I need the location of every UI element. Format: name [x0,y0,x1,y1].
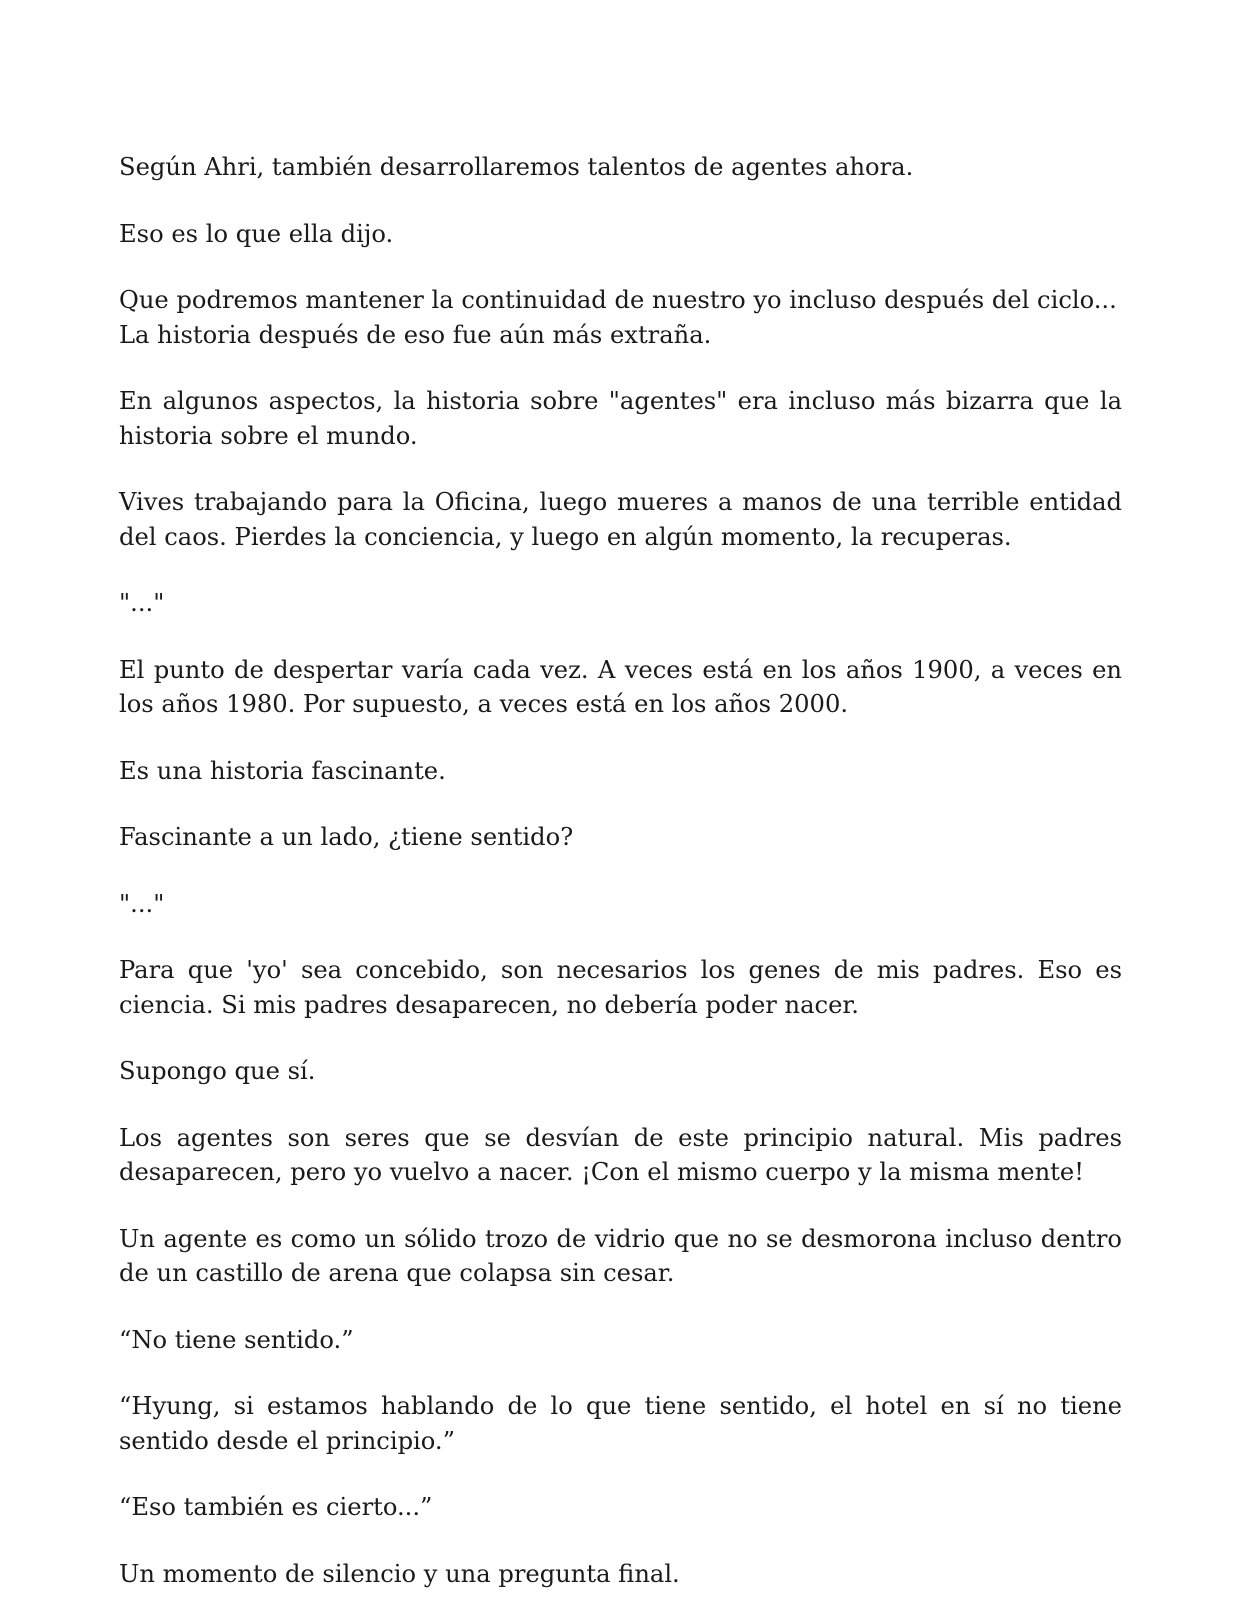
paragraph: Los agentes son seres que se desvían de este principio natural. Mis padres desaparecen, pero yo vuelvo a nacer. ¡Con el mismo cuerpo y la misma mente! [119,1123,1122,1186]
paragraph: Según Ahri, también desarrollaremos talentos de agentes ahora. [119,153,914,181]
paragraph: “Hyung, si estamos hablando de lo que tiene sentido, el hotel en sí no tiene sentido desde el principio.” [119,1392,1122,1455]
paragraph: Que podremos mantener la continuidad de nuestro yo incluso después del ciclo... La historia después de eso fue aún más extraña. [119,286,1117,349]
paragraph: En algunos aspectos, la historia sobre "agentes" era incluso más bizarra que la historia sobre el mundo. [119,387,1122,450]
paragraph: Supongo que sí. [119,1057,316,1085]
paragraph: Eso es lo que ella dijo. [119,219,394,248]
paragraph: Vives trabajando para la Oficina, luego mueres a manos de una terrible entidad del caos. Pierdes la conciencia, y luego en algún momento, la recuperas. [119,488,1122,551]
paragraph: Es una historia fascinante. [119,756,446,785]
paragraph: Para que 'yo' sea concebido, son necesarios los genes de mis padres. Eso es ciencia. Si mis padres desaparecen, no debería poder nacer. [119,956,1122,1019]
paragraph: Un momento de silencio y una pregunta final. [119,1559,680,1588]
paragraph: Un agente es como un sólido trozo de vidrio que no se desmorona incluso dentro de un castillo de arena que colapsa sin cesar. [119,1224,1122,1287]
paragraph: “Eso también es cierto...” [119,1493,433,1521]
paragraph: El punto de despertar varía cada vez. A veces está en los años 1900, a veces en los años 1980. Por supuesto, a veces está en los años 2000. [119,655,1122,718]
paragraph: "..." [119,589,165,617]
paragraph: Fascinante a un lado, ¿tiene sentido? [119,823,574,851]
paragraph: "..." [119,889,165,918]
paragraph: “No tiene sentido.” [119,1325,354,1354]
document-body [119,150,1122,1617]
